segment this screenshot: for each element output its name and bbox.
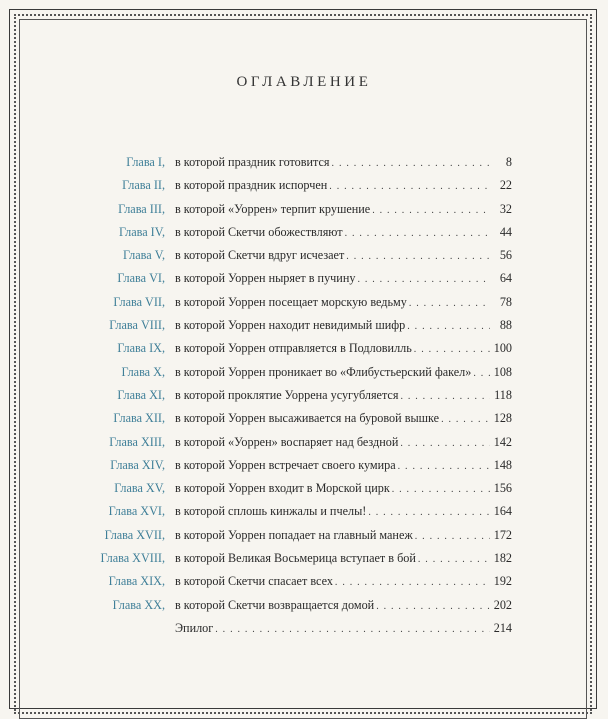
entry-title: в которой Скетчи возвращается домой xyxy=(175,597,375,612)
entry-title: в которой Великая Восьмерица вступает в бой xyxy=(175,551,416,566)
toc-entry[interactable] xyxy=(0,198,608,221)
dot-leader xyxy=(407,315,490,338)
chapter-label: Глава V, xyxy=(123,248,165,263)
entry-title: в которой Скетчи обожествляют xyxy=(175,224,343,239)
chapter-label: Глава XVII, xyxy=(104,527,165,542)
toc-entry[interactable] xyxy=(0,570,608,593)
entry-title: в которой Уоррен входит в Морской цирк xyxy=(175,481,390,496)
dot-leader xyxy=(441,408,490,431)
entry-line xyxy=(175,454,512,478)
entry-line xyxy=(175,314,512,338)
page-number: 44 xyxy=(499,224,512,239)
chapter-label: Глава VIII, xyxy=(109,318,165,333)
chapter-label: Глава XIX, xyxy=(108,574,165,589)
chapter-label: Глава III, xyxy=(118,201,165,216)
dot-leader xyxy=(345,222,490,245)
dot-leader xyxy=(415,525,490,548)
page-number: 164 xyxy=(493,504,512,519)
entry-title: в которой сплошь кинжалы и пчелы! xyxy=(175,504,367,519)
toc-entry[interactable] xyxy=(0,151,608,174)
page-number: 100 xyxy=(493,341,512,356)
entry-line xyxy=(175,524,512,548)
dot-leader xyxy=(372,199,490,222)
entry-title: в которой Скетчи вдруг исчезает xyxy=(175,248,345,263)
page-number: 172 xyxy=(493,527,512,542)
entry-line xyxy=(175,500,512,524)
toc-entry[interactable] xyxy=(0,267,608,290)
chapter-label: Глава IX, xyxy=(117,341,165,356)
chapter-label: Глава XX, xyxy=(112,597,165,612)
dot-leader xyxy=(215,618,489,641)
entry-title: Эпилог xyxy=(175,620,214,635)
chapter-label: Глава XI, xyxy=(117,387,165,402)
entry-line xyxy=(175,337,512,361)
entry-title: в которой Уоррен ныряет в пучину xyxy=(175,271,356,286)
page-number: 78 xyxy=(499,294,512,309)
entry-line xyxy=(175,431,512,455)
page-number: 156 xyxy=(493,481,512,496)
toc-entry[interactable] xyxy=(0,454,608,477)
entry-title: в которой праздник готовится xyxy=(175,155,330,169)
entry-line xyxy=(175,384,512,408)
toc-entry[interactable] xyxy=(0,547,608,570)
entry-line xyxy=(175,361,512,385)
entry-line xyxy=(175,570,512,594)
entry-line xyxy=(175,174,512,198)
entry-line xyxy=(175,291,512,315)
chapter-label: Глава XVIII, xyxy=(100,551,165,566)
toc-entry[interactable] xyxy=(0,431,608,454)
chapter-label: Глава II, xyxy=(122,178,165,193)
toc-entry[interactable] xyxy=(0,500,608,523)
toc-entry[interactable] xyxy=(0,617,608,640)
entry-line xyxy=(175,477,512,501)
entry-title: в которой «Уоррен» терпит крушение xyxy=(175,201,371,216)
entry-title: в которой Уоррен проникает во «Флибустьерский факел» xyxy=(175,364,472,379)
entry-line xyxy=(175,221,512,245)
toc-entry[interactable] xyxy=(0,594,608,617)
toc-entry[interactable] xyxy=(0,221,608,244)
chapter-label: Глава IV, xyxy=(118,224,165,239)
page-number: 202 xyxy=(493,597,512,612)
entry-line xyxy=(175,407,512,431)
dot-leader xyxy=(418,548,490,571)
entry-title: в которой «Уоррен» воспаряет над бездной xyxy=(175,434,399,449)
page-number: 192 xyxy=(493,574,512,589)
toc-entry[interactable] xyxy=(0,524,608,547)
toc-entry[interactable] xyxy=(0,314,608,337)
page-number: 182 xyxy=(493,551,512,566)
dot-leader xyxy=(368,501,489,524)
entry-title: в которой Уоррен встречает своего кумира xyxy=(175,457,396,472)
entry-title: в которой Уоррен посещает морскую ведьму xyxy=(175,294,407,309)
dot-leader xyxy=(414,338,490,361)
entry-title: в которой Скетчи спасает всех xyxy=(175,574,333,589)
chapter-label: Глава VII, xyxy=(113,294,165,309)
page-number: 32 xyxy=(499,201,512,216)
dot-leader xyxy=(346,245,490,268)
page-number: 64 xyxy=(499,271,512,286)
page-number: 88 xyxy=(499,318,512,333)
page-number: 118 xyxy=(494,387,512,402)
entry-line xyxy=(175,267,512,291)
dot-leader xyxy=(335,571,490,594)
entry-title: в которой Уоррен отправляется в Подловилль xyxy=(175,341,412,356)
entry-title: в которой Уоррен попадает на главный манеж xyxy=(175,527,413,542)
entry-title: в которой Уоррен находит невидимый шифр xyxy=(175,318,406,333)
dot-leader xyxy=(357,268,490,291)
entry-line xyxy=(175,547,512,571)
toc-entry[interactable] xyxy=(0,337,608,360)
entry-title: в которой праздник испорчен xyxy=(175,178,328,193)
toc-entry[interactable] xyxy=(0,407,608,430)
chapter-label: Глава XIV, xyxy=(110,457,165,472)
chapter-label: Глава XV, xyxy=(114,481,165,496)
chapter-label: Глава XII, xyxy=(113,411,165,426)
entry-line xyxy=(175,617,512,641)
page-number: 8 xyxy=(505,155,512,169)
dot-leader xyxy=(398,455,490,478)
dot-leader xyxy=(400,385,490,408)
entry-line xyxy=(175,244,512,268)
page-number: 148 xyxy=(493,457,512,472)
chapter-label: Глава XIII, xyxy=(109,434,165,449)
page-number: 142 xyxy=(493,434,512,449)
entry-title: в которой Уоррен высаживается на буровой вышке xyxy=(175,411,440,426)
toc-entry[interactable] xyxy=(0,174,608,197)
page-number: 214 xyxy=(493,620,512,635)
chapter-label: Глава X, xyxy=(121,364,165,379)
dot-leader xyxy=(332,152,490,175)
page-number: 22 xyxy=(499,178,512,193)
dot-leader xyxy=(473,362,489,385)
entry-line xyxy=(175,151,512,175)
chapter-label: Глава I, xyxy=(126,155,165,169)
page-number: 56 xyxy=(499,248,512,263)
dot-leader xyxy=(329,175,490,198)
chapter-label: Глава VI, xyxy=(117,271,165,286)
page-title: ОГЛАВЛЕНИЕ xyxy=(236,74,372,90)
dot-leader xyxy=(392,478,490,501)
page-number: 128 xyxy=(493,411,512,426)
entry-line xyxy=(175,594,512,618)
page-number: 108 xyxy=(493,364,512,379)
table-of-contents xyxy=(0,151,608,640)
toc-entry[interactable] xyxy=(0,361,608,384)
entry-line xyxy=(175,198,512,222)
toc-entry[interactable] xyxy=(0,244,608,267)
dot-leader xyxy=(400,432,489,455)
entry-title: в которой проклятие Уоррена усугубляется xyxy=(175,387,399,402)
toc-entry[interactable] xyxy=(0,291,608,314)
dot-leader xyxy=(409,292,490,315)
dot-leader xyxy=(376,595,490,618)
toc-entry[interactable] xyxy=(0,384,608,407)
toc-entry[interactable] xyxy=(0,477,608,500)
chapter-label: Глава XVI, xyxy=(108,504,165,519)
